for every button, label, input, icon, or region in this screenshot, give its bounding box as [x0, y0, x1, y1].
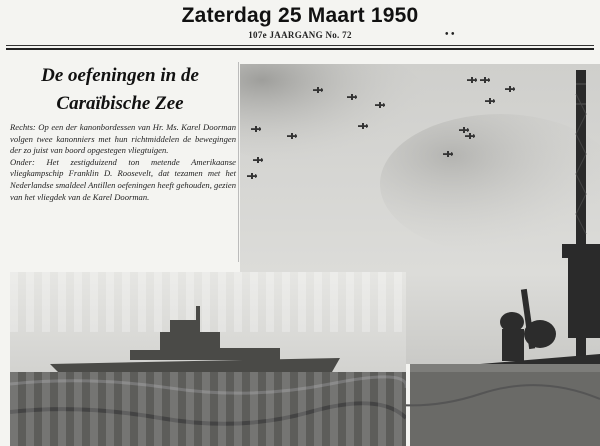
masthead-rule-thick	[6, 48, 594, 50]
date-line: Zaterdag 25 Maart 1950	[181, 4, 419, 27]
article-paragraph-1: Rechts: Op een der kanonbordessen van Hr. Ms. Karel Doorman volgen twee kanonniers met hun richtmiddelen de bewegingen der zo juist van boord opgestegen vliegtuigen.	[10, 122, 236, 156]
article-headline	[10, 62, 230, 118]
photo-aircraft-carrier	[10, 272, 406, 446]
masthead-rule-thin	[6, 45, 594, 46]
headline-line-1: De oefeningen in de	[41, 65, 199, 86]
photo-aircraft-carrier-image	[10, 272, 406, 446]
issue-line: 107e JAARGANG No. 72	[248, 30, 352, 40]
issue-marks: • •	[445, 29, 455, 40]
article-body	[10, 122, 236, 203]
masthead	[0, 0, 600, 50]
headline-line-2: Caraïbische Zee	[56, 93, 184, 114]
article-paragraph-2: Onder: Het zestigduizend ton metende Amerikaanse vliegkampschip Franklin D. Roosevelt, dat tezamen met het Nederlandse smaldeel Antillen oefeningen heeft gehouden, gezien van het vliegdek van de Karel Doorman.	[10, 156, 236, 202]
column-divider	[238, 62, 239, 262]
